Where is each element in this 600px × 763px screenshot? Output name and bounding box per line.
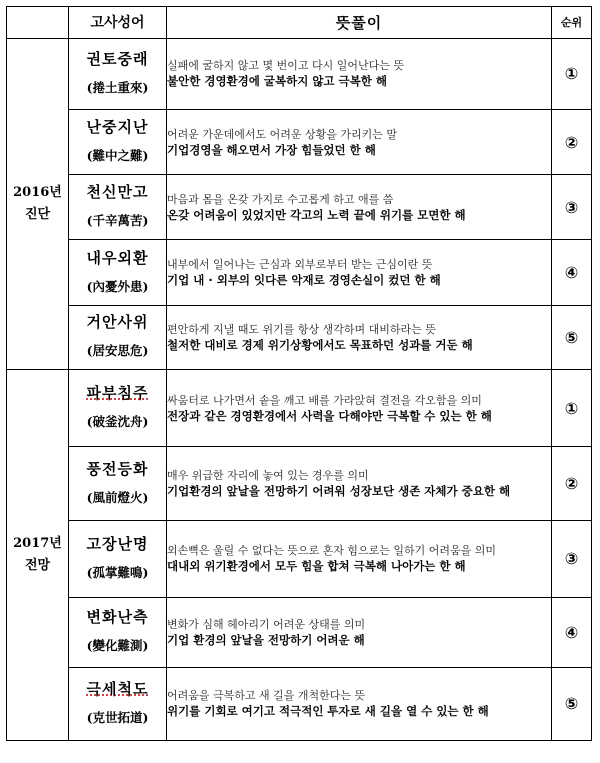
idiom-hanja: (克世拓道) <box>86 709 149 725</box>
meaning-description: 어려운 가운데에서도 어려운 상황을 가리키는 말 <box>167 127 398 141</box>
table-row <box>7 447 592 520</box>
idiom-korean: 파부침주 <box>86 384 149 403</box>
rank-cell: ① <box>552 369 592 446</box>
meaning-evaluation: 기업 내 · 외부의 잇다른 악재로 경영손실이 컸던 한 해 <box>167 273 441 288</box>
idiom-cell <box>69 175 167 240</box>
meaning-description: 어려움을 극복하고 새 길을 개척한다는 뜻 <box>167 689 366 703</box>
meaning-evaluation: 기업환경의 앞날을 전망하기 어려워 성장보단 생존 자체가 중요한 해 <box>167 484 511 499</box>
meaning-cell <box>167 447 552 520</box>
table-row <box>7 109 592 174</box>
year-label: 2016년 <box>13 184 62 200</box>
table-row <box>7 520 592 597</box>
meaning-description: 편안하게 지낼 때도 위기를 항상 생각하며 대비하라는 뜻 <box>167 322 436 336</box>
year-sublabel: 전망 <box>24 557 51 573</box>
meaning-evaluation: 위기를 기회로 여기고 적극적인 투자로 새 길을 열 수 있는 한 해 <box>167 704 489 719</box>
table-row <box>7 667 592 740</box>
meaning-evaluation: 대내외 위기환경에서 모두 힘을 합쳐 극복해 나아가는 한 해 <box>167 559 466 574</box>
meaning-cell <box>167 598 552 667</box>
rank-cell: ③ <box>552 520 592 597</box>
rank-cell: ④ <box>552 240 592 305</box>
meaning-cell <box>167 369 552 446</box>
idiom-cell <box>69 109 167 174</box>
year-sublabel: 진단 <box>24 206 51 222</box>
idiom-table <box>6 6 592 741</box>
meaning-cell <box>167 38 552 109</box>
idiom-korean: 고장난명 <box>86 534 149 553</box>
idiom-korean: 난중지난 <box>86 118 149 137</box>
rank-cell: ⑤ <box>552 667 592 740</box>
header-rank: 순위 <box>552 7 592 39</box>
table-row <box>7 369 592 446</box>
idiom-hanja: (居安思危) <box>86 343 149 359</box>
idiom-cell <box>69 598 167 667</box>
header-year-cell <box>7 7 69 39</box>
idiom-hanja: (孤掌難鳴) <box>86 564 149 580</box>
idiom-hanja: (難中之難) <box>86 148 149 164</box>
idiom-cell <box>69 520 167 597</box>
meaning-cell <box>167 175 552 240</box>
table-row <box>7 240 592 305</box>
idiom-cell <box>69 240 167 305</box>
idiom-hanja: (破釜沈舟) <box>86 414 149 430</box>
idiom-korean: 극세척도 <box>86 679 149 698</box>
meaning-description: 실패에 굴하지 않고 몇 번이고 다시 일어난다는 뜻 <box>167 59 404 73</box>
meaning-evaluation: 기업경영을 해오면서 가장 힘들었던 한 해 <box>167 142 376 157</box>
idiom-cell <box>69 38 167 109</box>
year-cell-2016 <box>7 38 69 369</box>
rank-cell: ② <box>552 447 592 520</box>
idiom-cell <box>69 369 167 446</box>
idiom-korean: 내우외환 <box>86 248 149 267</box>
idiom-korean: 변화난측 <box>86 608 149 627</box>
table-row <box>7 38 592 109</box>
idiom-hanja: (捲土重來) <box>86 79 149 95</box>
meaning-evaluation: 온갖 어려움이 있었지만 각고의 노력 끝에 위기를 모면한 해 <box>167 207 466 222</box>
meaning-cell <box>167 240 552 305</box>
meaning-cell <box>167 305 552 369</box>
table-row <box>7 305 592 369</box>
rank-cell: ③ <box>552 175 592 240</box>
year-cell-2017 <box>7 369 69 740</box>
meaning-description: 변화가 심해 헤아리기 어려운 상태를 의미 <box>167 617 366 631</box>
meaning-description: 마음과 몸을 온갖 가지로 수고롭게 하고 애를 씀 <box>167 192 394 206</box>
header-meaning: 뜻풀이 <box>167 7 552 39</box>
idiom-cell <box>69 305 167 369</box>
idiom-hanja: (內憂外患) <box>86 278 149 294</box>
idiom-korean: 풍전등화 <box>86 459 149 478</box>
rank-cell: ⑤ <box>552 305 592 369</box>
meaning-description: 싸움터로 나가면서 솥을 깨고 배를 가라앉혀 결전을 각오함을 의미 <box>167 393 482 407</box>
idiom-korean: 천신만고 <box>86 183 149 202</box>
idiom-korean: 권토중래 <box>86 49 149 68</box>
idiom-hanja: (變化難測) <box>86 638 149 654</box>
meaning-evaluation: 기업 환경의 앞날을 전망하기 어려운 해 <box>167 632 365 647</box>
meaning-description: 매우 위급한 자리에 놓여 있는 경우를 의미 <box>167 469 369 483</box>
table-row <box>7 175 592 240</box>
meaning-description: 내부에서 일어나는 근심과 외부로부터 받는 근심이란 뜻 <box>167 258 433 272</box>
idiom-hanja: (千辛萬苦) <box>86 213 149 229</box>
meaning-cell <box>167 667 552 740</box>
idiom-hanja: (風前燈火) <box>86 489 149 505</box>
idiom-cell <box>69 447 167 520</box>
meaning-evaluation: 전장과 같은 경영환경에서 사력을 다해야만 극복할 수 있는 한 해 <box>167 408 492 423</box>
meaning-evaluation: 철저한 대비로 경제 위기상황에서도 목표하던 성과를 거둔 해 <box>167 337 473 352</box>
rank-cell: ② <box>552 109 592 174</box>
year-label: 2017년 <box>13 535 62 551</box>
meaning-evaluation: 불안한 경영환경에 굴복하지 않고 극복한 해 <box>167 74 387 89</box>
meaning-description: 외손뼉은 울릴 수 없다는 뜻으로 혼자 힘으로는 일하기 어려움을 의미 <box>167 544 496 558</box>
meaning-cell <box>167 520 552 597</box>
rank-cell: ④ <box>552 598 592 667</box>
header-idiom: 고사성어 <box>69 7 167 39</box>
meaning-cell <box>167 109 552 174</box>
idiom-cell <box>69 667 167 740</box>
idiom-korean: 거안사위 <box>86 313 149 332</box>
rank-cell: ① <box>552 38 592 109</box>
header-row <box>7 7 592 39</box>
table-row <box>7 598 592 667</box>
